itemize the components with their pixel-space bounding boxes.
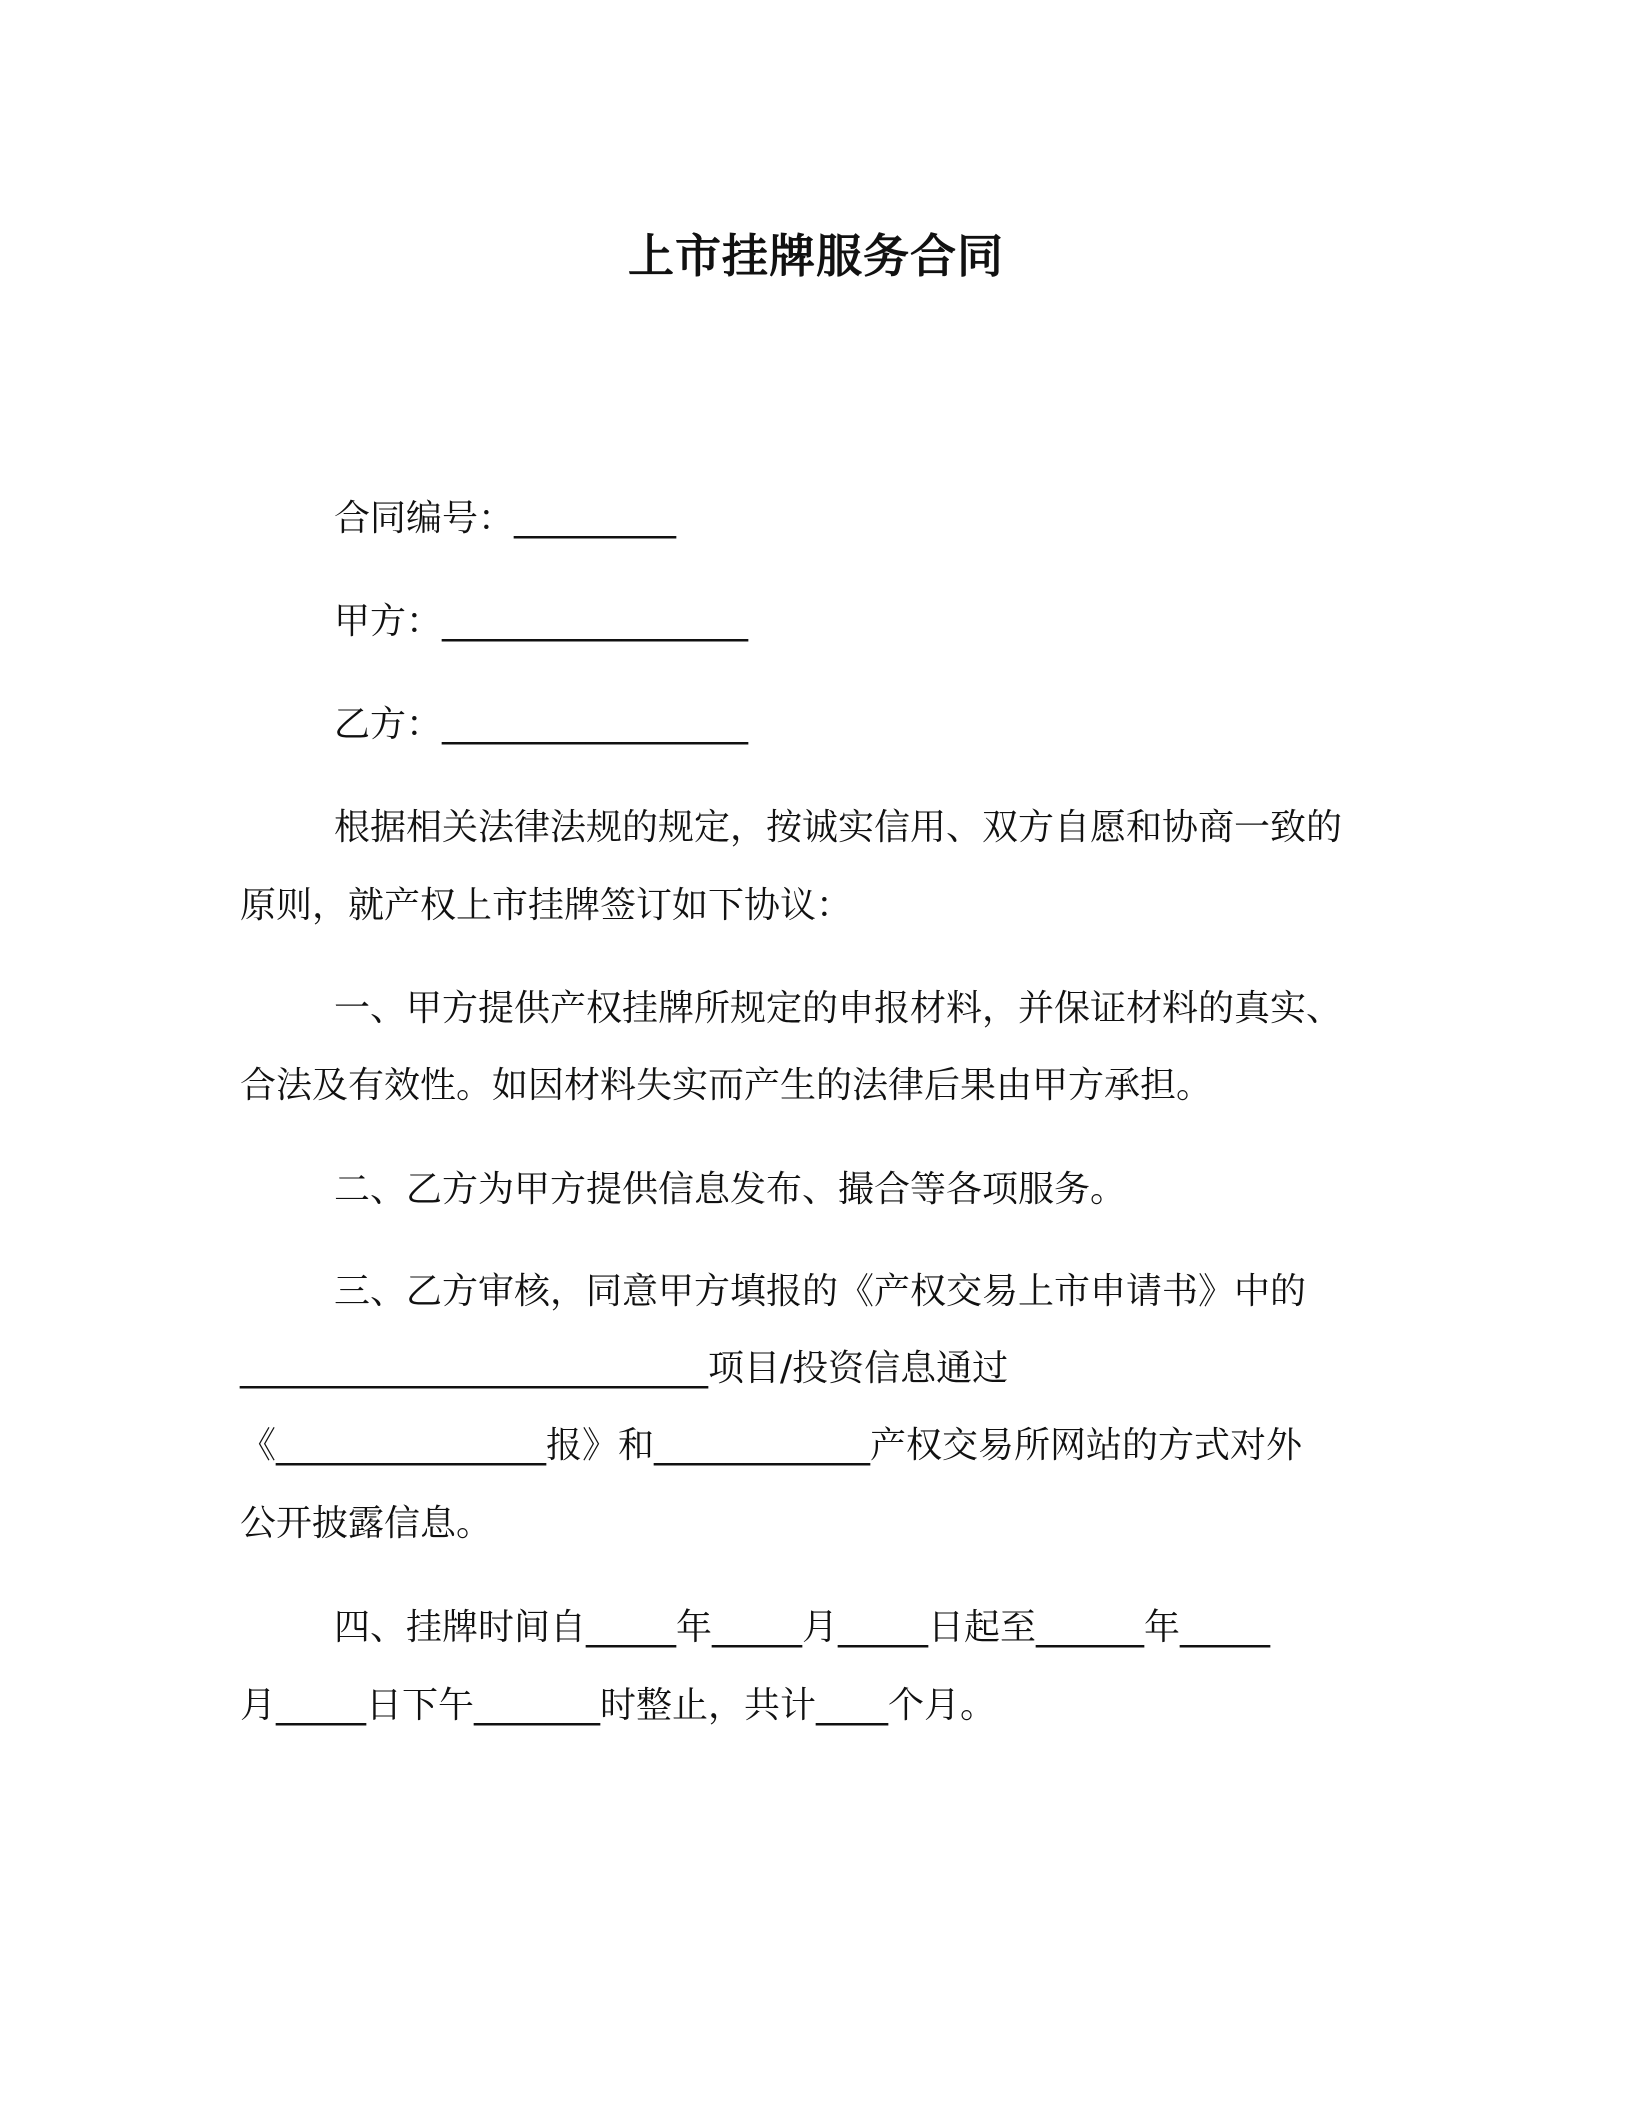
intro-paragraph-line: 根据相关法律法规的规定，按诚实信用、双方自愿和协商一致的: [334, 807, 1343, 848]
clause-2-line: 二、乙方为甲方提供信息发布、撮合等各项服务。: [334, 1169, 1127, 1210]
clause-3-line: 三、乙方审核，同意甲方填报的《产权交易上市申请书》中的: [334, 1271, 1307, 1312]
contract-number-field: 合同编号：_________: [334, 498, 677, 539]
clause-3-line: 《_______________报》和____________产权交易所网站的方式对外: [240, 1425, 1303, 1466]
clause-1-line: 一、甲方提供产权挂牌所规定的申报材料，并保证材料的真实、: [334, 988, 1343, 1029]
clause-4-line: 月_____日下午_______时整止，共计____个月。: [240, 1685, 997, 1726]
clause-3-line: __________________________项目/投资信息通过: [240, 1348, 1009, 1389]
party-b-field: 乙方：_________________: [334, 704, 749, 745]
party-a-field: 甲方：_________________: [334, 601, 749, 642]
clause-3-line: 公开披露信息。: [240, 1503, 493, 1544]
intro-paragraph-line: 原则，就产权上市挂牌签订如下协议：: [240, 885, 853, 926]
clause-1-line: 合法及有效性。如因材料失实而产生的法律后果由甲方承担。: [240, 1065, 1213, 1106]
document-title: 上市挂牌服务合同: [628, 229, 1004, 283]
clause-4-line: 四、挂牌时间自_____年_____月_____日起至______年_____: [334, 1607, 1271, 1648]
